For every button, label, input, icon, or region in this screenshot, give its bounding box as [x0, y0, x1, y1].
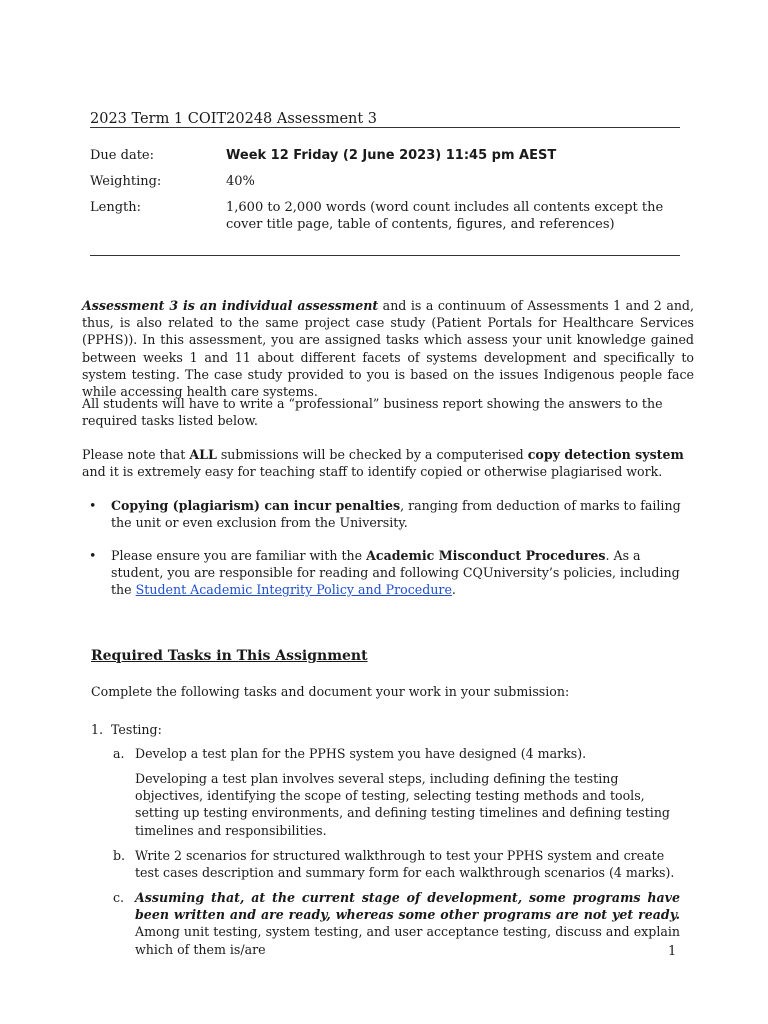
all-emphasis: ALL	[189, 447, 217, 462]
length-value: 1,600 to 2,000 words (word count includes all contents except the cover title page, table of contents, figures, and references)	[226, 200, 664, 232]
plagiarism-bullet	[111, 497, 693, 531]
subtask-a-text: Develop a test plan for the PPHS system you have designed (4 marks).	[135, 746, 587, 761]
subtask-c-rest: Among unit testing, system testing, and user acceptance testing, discuss and explain which of them is/are	[135, 924, 680, 957]
weighting-value: 40%	[226, 174, 255, 189]
misconduct-text-2: . As a student, you are responsible for reading and following CQUniversity’s policies, including the	[111, 548, 680, 598]
due-date-label: Due date:	[90, 148, 154, 163]
required-tasks-heading: Required Tasks in This Assignment	[91, 648, 368, 664]
subtask-c-text	[135, 889, 680, 958]
intro-paragraph	[82, 297, 694, 400]
copy-detection-text-2: submissions will be checked by a computerised	[216, 447, 528, 462]
bullet-marker: •	[89, 548, 97, 563]
due-date-value: Week 12 Friday (2 June 2023) 11:45 pm AEST	[226, 148, 557, 163]
report-paragraph: All students will have to write a “professional” business report showing the answers to the required tasks listed below.	[82, 396, 663, 429]
subtask-c-emphasis: Assuming that, at the current stage of development, some programs have been written and are ready, whereas some other programs are not yet ready.	[135, 890, 680, 923]
copy-detection-paragraph	[82, 446, 694, 480]
intro-paragraph-text: and is a continuum of Assessments 1 and 2 and, thus, is also related to the same project case study (Patient Portals for Healthcare Services (PPHS)). In this assessment, you are assigned tasks which assess your unit knowledge gained between weeks 1 and 11 about different facets of systems development and specifically to system testing. The case study provided to you is based on the issues Indigenous people face while accessing health care systems.	[82, 298, 694, 400]
title-underline	[90, 127, 680, 128]
subtask-a-detail: Developing a test plan involves several steps, including defining the testing objectives, identifying the scope of testing, selecting testing methods and tools, setting up testing environments, and defining testing timelines and defining testing timelines and responsibilities.	[135, 771, 670, 838]
misconduct-text-3: .	[451, 582, 456, 598]
misconduct-text-1: Please ensure you are familiar with the	[111, 548, 367, 563]
misconduct-bullet	[111, 547, 693, 599]
misconduct-emphasis: Academic Misconduct Procedures	[366, 548, 606, 563]
weighting-label: Weighting:	[90, 174, 162, 189]
document-title: 2023 Term 1 COIT20248 Assessment 3	[90, 111, 378, 127]
copy-detection-text-3: and it is extremely easy for teaching staff to identify copied or otherwise plagiarised work.	[82, 464, 663, 480]
tasks-intro: Complete the following tasks and document your work in your submission:	[91, 684, 570, 699]
page-number: 1	[668, 944, 677, 959]
plagiarism-emphasis: Copying (plagiarism) can incur penalties	[111, 498, 401, 513]
subtask-letter: a.	[113, 746, 125, 761]
length-label: Length:	[90, 200, 141, 215]
subtask-b-text: Write 2 scenarios for structured walkthrough to test your PPHS system and create test cases description and summary form for each walkthrough scenarios (4 marks).	[135, 848, 675, 881]
integrity-policy-link[interactable]: Student Academic Integrity Policy and Procedure	[135, 582, 452, 598]
header-divider	[90, 255, 680, 256]
subtask-letter: b.	[113, 848, 126, 863]
bullet-marker: •	[89, 498, 97, 513]
task-number: 1.	[91, 722, 104, 737]
copy-detection-text-1: Please note that	[82, 447, 190, 462]
subtask-letter: c.	[113, 890, 125, 905]
copy-detection-emphasis: copy detection system	[527, 447, 684, 462]
plagiarism-text: , ranging from deduction of marks to failing the unit or even exclusion from the University.	[111, 498, 681, 531]
individual-assessment-emphasis: Assessment 3 is an individual assessment	[82, 298, 379, 313]
testing-label: Testing:	[111, 722, 162, 737]
